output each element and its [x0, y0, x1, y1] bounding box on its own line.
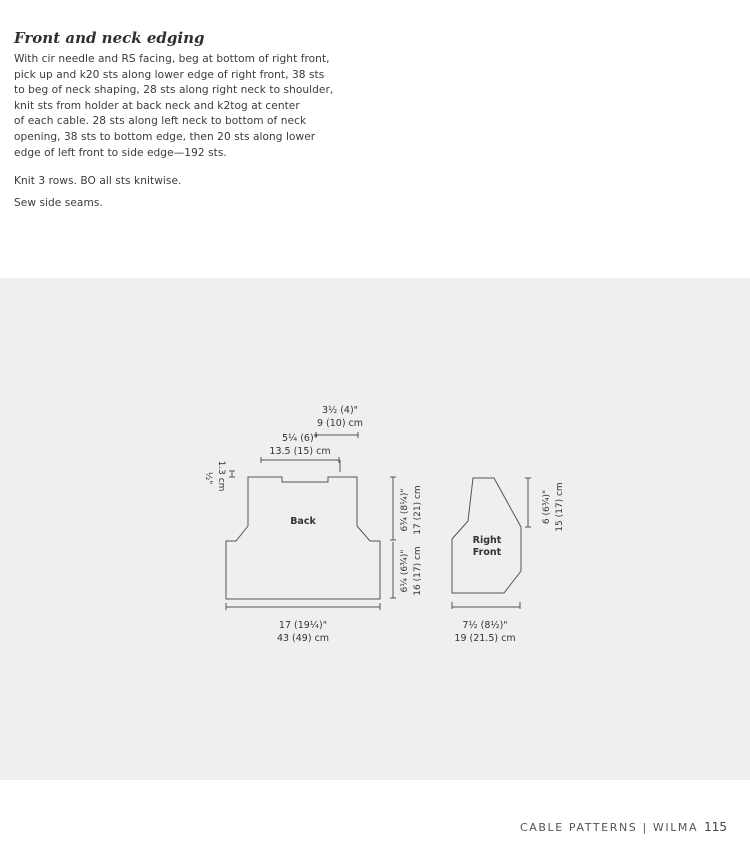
section-heading: Front and neck edging: [14, 29, 205, 47]
running-head: CABLE PATTERNS | WILMA: [520, 821, 699, 834]
back-width-cm: 43 (49) cm: [276, 633, 330, 644]
back-outline: [226, 477, 380, 599]
back-width-in: 17 (19¼)": [278, 620, 328, 631]
right-front-label-line1: Right: [472, 535, 502, 546]
front-neck-cm: 15 (17) cm: [555, 482, 565, 532]
back-width-bracket: [226, 603, 380, 610]
front-width-in: 7½ (8½)": [462, 620, 508, 631]
front-width-bracket: [452, 602, 520, 609]
instruction-line: opening, 38 sts to bottom edge, then 20 sts along lower: [14, 130, 316, 143]
side-length-bracket: [390, 542, 396, 598]
page-number: 115: [704, 820, 728, 834]
knit-rows-paragraph: Knit 3 rows. BO all sts knitwise.: [14, 175, 182, 187]
page-footer: [520, 820, 727, 834]
instruction-line: to beg of neck shaping, 28 sts along right neck to shoulder,: [14, 84, 334, 97]
neck-width-cm: 9 (10) cm: [316, 418, 364, 429]
neck-depth-cm: 1.3 cm: [216, 460, 226, 492]
front-neck-bracket: [525, 478, 531, 527]
shoulder-width-bracket: [261, 457, 340, 472]
instruction-line: edge of left front to side edge—192 sts.: [14, 146, 227, 159]
back-label: Back: [290, 516, 316, 527]
neck-depth-bracket: [229, 471, 235, 477]
neck-depth-in: ½": [203, 471, 213, 485]
armhole-depth-in: 6¾ (8¼)": [400, 488, 410, 532]
shoulder-width-in: 5¼ (6)": [281, 433, 319, 444]
armhole-depth-cm: 17 (21) cm: [413, 485, 423, 535]
side-length-cm: 16 (17) cm: [413, 546, 423, 596]
right-front-label-line2: Front: [472, 547, 502, 558]
armhole-depth-bracket: [390, 477, 396, 540]
instruction-line: pick up and k20 sts along lower edge of right front, 38 sts: [14, 68, 325, 81]
instruction-line: knit sts from holder at back neck and k2tog at center: [14, 99, 300, 112]
neck-width-bracket: [316, 432, 358, 438]
neck-width-in: 3½ (4)": [321, 405, 359, 416]
instruction-line: With cir needle and RS facing, beg at bottom of right front,: [14, 53, 330, 65]
front-width-cm: 19 (21.5) cm: [454, 633, 516, 644]
shoulder-width-cm: 13.5 (15) cm: [269, 446, 331, 457]
sew-seams-paragraph: Sew side seams.: [14, 197, 103, 209]
front-neck-in: 6 (6¾)": [542, 489, 552, 525]
side-length-in: 6¼ (6¾)": [400, 549, 410, 593]
instruction-line: of each cable. 28 sts along left neck to bottom of neck: [14, 115, 307, 128]
